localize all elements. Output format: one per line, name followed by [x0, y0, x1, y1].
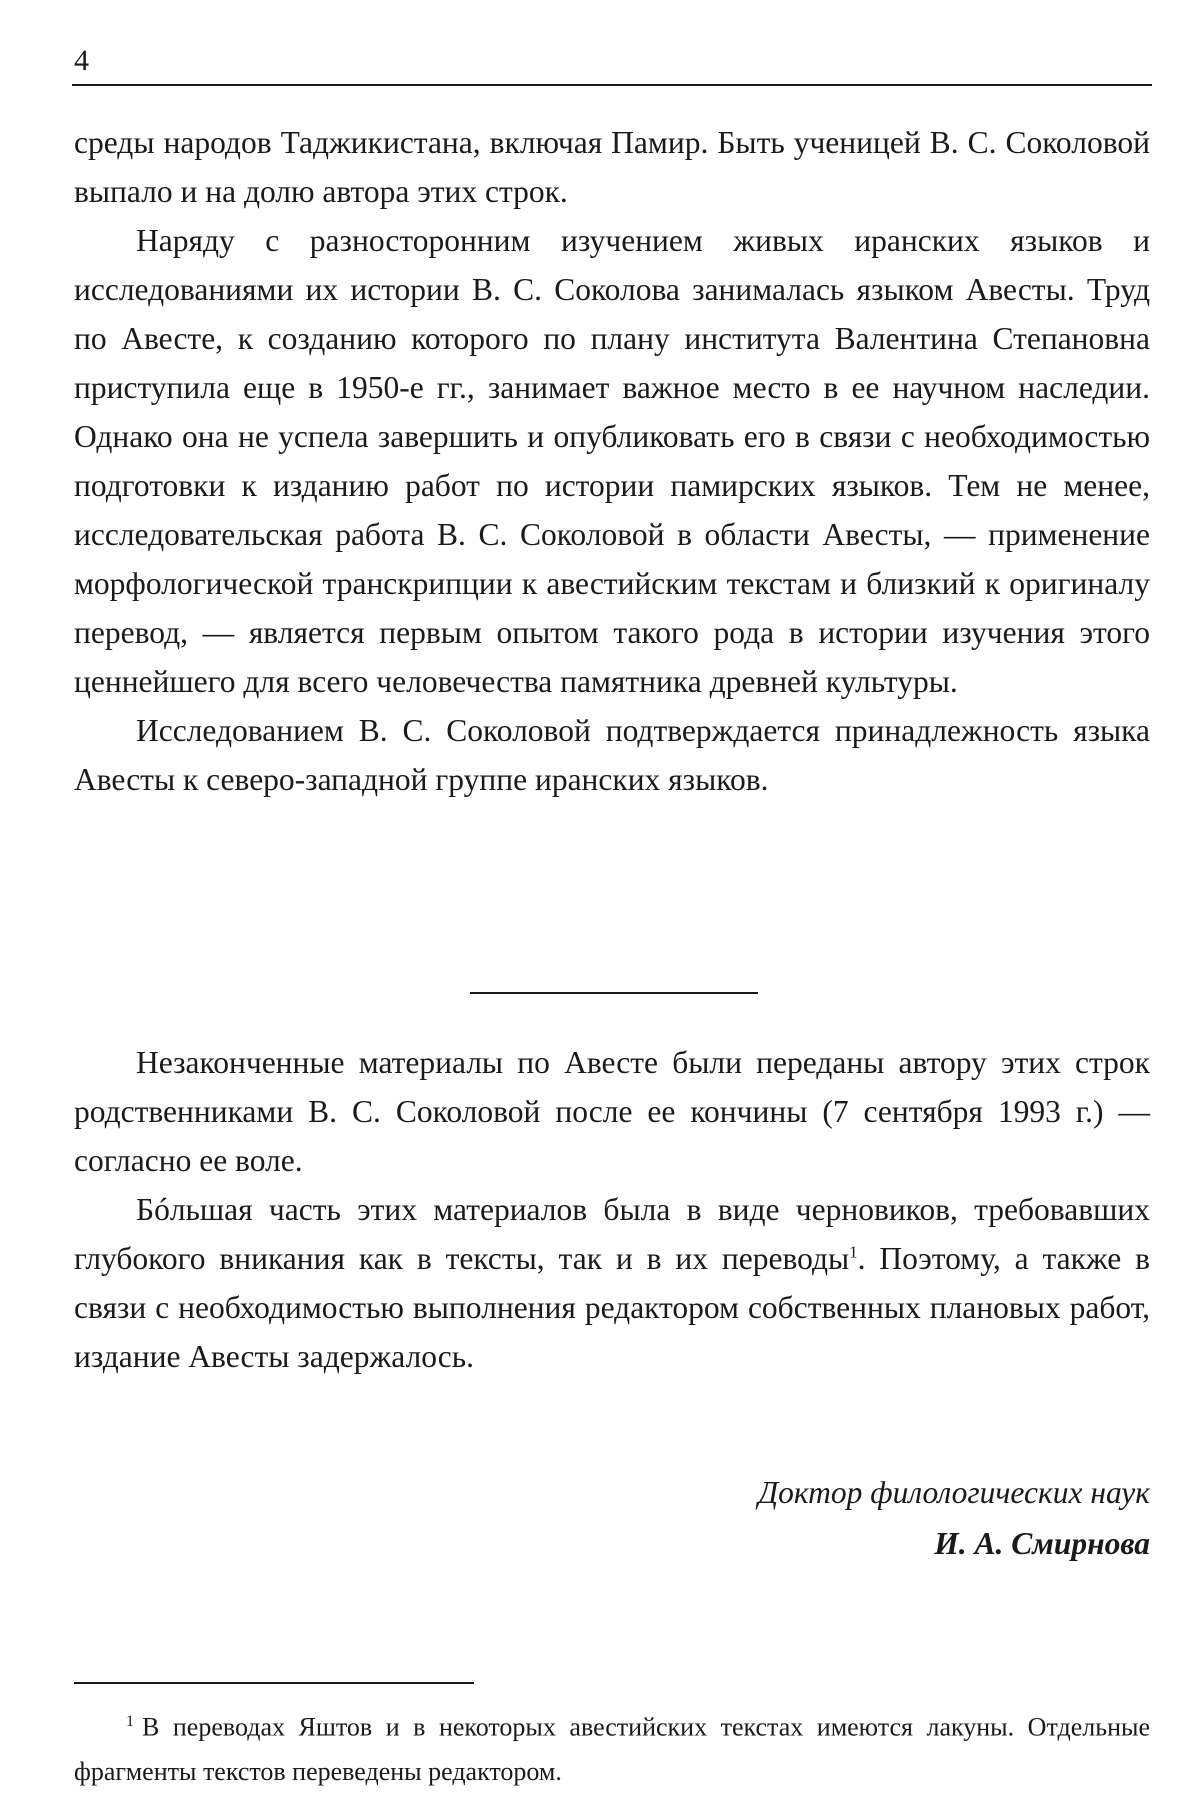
section-separator: [470, 992, 758, 994]
paragraph-continuation: среды народов Таджикистана, включая Памир. Быть ученицей В. С. Соколовой выпало и на долю автора этих строк.: [74, 125, 1150, 209]
paragraph-materials: Незаконченные материалы по Авесте были переданы автору этих строк родственниками В. С. Соколовой после ее кончины (7 сентября 1993 г.) — согласно ее воле.: [74, 1045, 1150, 1178]
footnote-rule: [74, 1682, 474, 1684]
footnote-mark: 1: [126, 1713, 134, 1730]
signature-name: И. А. Смирнова: [934, 1526, 1150, 1561]
footnote-reference[interactable]: 1: [849, 1242, 858, 1262]
paragraph-drafts-text-a: Бóльшая часть этих материалов была в виде черновиков, требовавших глубокого вникания как в тексты, так и в их переводы: [74, 1192, 1150, 1276]
paragraph-drafts: [74, 1185, 1150, 1381]
footnote-text: В переводах Яштов и в некоторых авестийских текстах имеются лакуны. Отдельные фрагменты текстов переведены редактором.: [74, 1712, 1150, 1786]
section-editor-note: [74, 1038, 1150, 1381]
paragraph-conclusion: Исследованием В. С. Соколовой подтверждается принадлежность языка Авесты к северо-западной группе иранских языков.: [74, 713, 1150, 797]
section-main-text: [74, 118, 1150, 804]
footnote: [74, 1700, 1150, 1794]
page-number: 4: [74, 44, 89, 77]
signature-title: Доктор филологических наук: [758, 1475, 1150, 1510]
paragraph-drafts-text-b: . Поэтому, а также в связи с необходимостью выполнения редактором собственных плановых работ, издание Авесты задержалось.: [74, 1241, 1150, 1374]
paragraph-avesta-study: Наряду с разносторонним изучением живых иранских языков и исследованиями их истории В. С. Соколова занималась языком Авесты. Труд по Авесте, к созданию которого по плану института Валентина Степановна приступила еще в 1950-е гг., занимает важное место в ее научном наследии. Однако она не успела завершить и опубликовать его в связи с необходимостью подготовки к изданию работ по истории памирских языков. Тем не менее, исследовательская работа В. С. Соколовой в области Авесты, — применение морфологической транскрипции к авестийским текстам и близкий к оригиналу перевод, — является первым опытом такого рода в истории изучения этого ценнейшего для всего человечества памятника древней культуры.: [74, 223, 1150, 699]
header-rule: [72, 84, 1152, 86]
